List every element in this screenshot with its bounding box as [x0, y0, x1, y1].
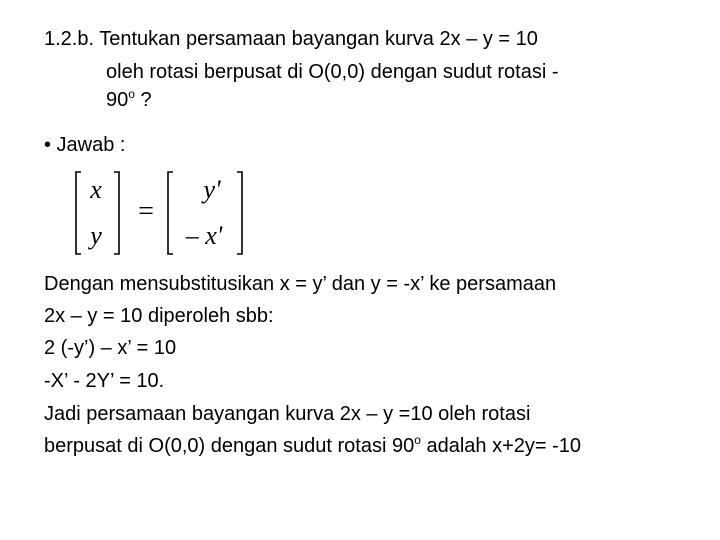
explanation-line-5: Jadi persamaan bayangan kurva 2x – y =10 oleh rotasi [44, 403, 531, 425]
rotation-matrix-equation [60, 168, 260, 260]
matrix-left-top: x [90, 175, 102, 204]
explanation [44, 268, 714, 464]
matrix-equals: = [138, 196, 154, 227]
question-mark: ? [134, 89, 152, 111]
question-line-2: oleh rotasi berpusat di O(0,0) dengan sudut rotasi - [106, 61, 559, 83]
explanation-line-2: 2x – y = 10 diperoleh sbb: [44, 305, 274, 327]
explanation-line-4: -X’ - 2Y’ = 10. [44, 370, 165, 392]
explanation-line-3: 2 (-y’) – x’ = 10 [44, 337, 177, 359]
matrix-left-bottom: y [90, 221, 102, 250]
answer-label: • Jawab : [44, 134, 126, 156]
question-line-3 [106, 88, 152, 114]
rotation-angle: 90 [106, 89, 129, 111]
explanation-line-6 [44, 431, 714, 464]
right-bracket-open [168, 172, 173, 254]
matrix-right-top: y' [203, 175, 221, 204]
conclusion-result: adalah x+2y= -10 [420, 435, 582, 457]
left-bracket-close [114, 172, 119, 254]
left-bracket-open [76, 172, 81, 254]
right-bracket-close [237, 172, 242, 254]
explanation-line-1: Dengan mensubstitusikan x = y’ dan y = -x’ ke persamaan [44, 273, 557, 295]
degree-symbol: o [128, 87, 135, 101]
matrix-right-bottom: – x' [185, 221, 223, 250]
conclusion-text: berpusat di O(0,0) dengan sudut rotasi 90 [44, 435, 415, 457]
degree-symbol: o [414, 433, 421, 447]
question-line-1: 1.2.b. Tentukan persamaan bayangan kurva 2x – y = 10 [44, 28, 538, 50]
